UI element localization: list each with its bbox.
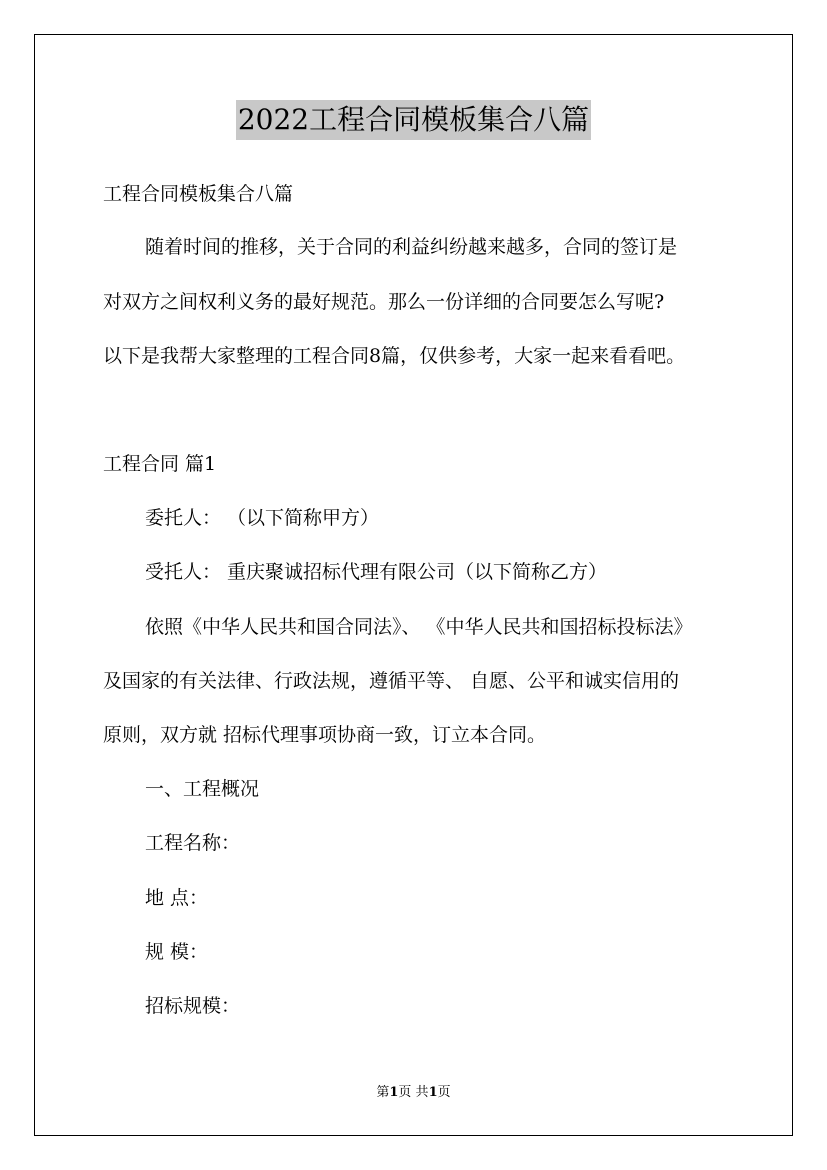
page-footer [0, 1084, 827, 1102]
document-title: 2022工程合同模板集合八篇 [236, 100, 591, 140]
footer-total-pages: 1 [428, 1085, 438, 1100]
intro-line-2: 对双方之间权利义务的最好规范。那么一份详细的合同要怎么写呢? [103, 291, 665, 313]
basis-line-1: 依照《中华人民共和国合同法》、 《中华人民共和国招标投标法》 [145, 616, 693, 638]
intro-line-1: 随着时间的推移，关于合同的利益纠纷越来越多，合同的签订是 [145, 236, 678, 258]
field-scale: 规 模： [145, 941, 209, 963]
basis-line-3: 原则，双方就 招标代理事项协商一致，订立本合同。 [103, 724, 547, 746]
footer-prefix: 第 [376, 1085, 390, 1100]
field-project-name: 工程名称： [145, 832, 241, 854]
agent-line: 受托人： 重庆聚诚招标代理有限公司（以下简称乙方） [145, 561, 608, 583]
footer-middle: 页 共 [398, 1085, 429, 1100]
intro-line-3: 以下是我帮大家整理的工程合同8篇，仅供参考，大家一起来看看吧。 [103, 345, 686, 367]
field-location: 地 点： [145, 887, 209, 909]
footer-suffix: 页 [437, 1085, 451, 1100]
field-bidding-scale: 招标规模： [145, 995, 241, 1017]
document-subtitle: 工程合同模板集合八篇 [103, 183, 294, 205]
part-one-heading: 一、工程概况 [145, 778, 260, 800]
title-container [0, 100, 827, 140]
client-line: 委托人： （以下简称甲方） [145, 507, 380, 529]
basis-line-2: 及国家的有关法律、行政法规，遵循平等、 自愿、公平和诚实信用的 [103, 670, 680, 692]
section-heading: 工程合同 篇1 [103, 453, 217, 475]
footer-page-number: 1 [389, 1085, 399, 1100]
